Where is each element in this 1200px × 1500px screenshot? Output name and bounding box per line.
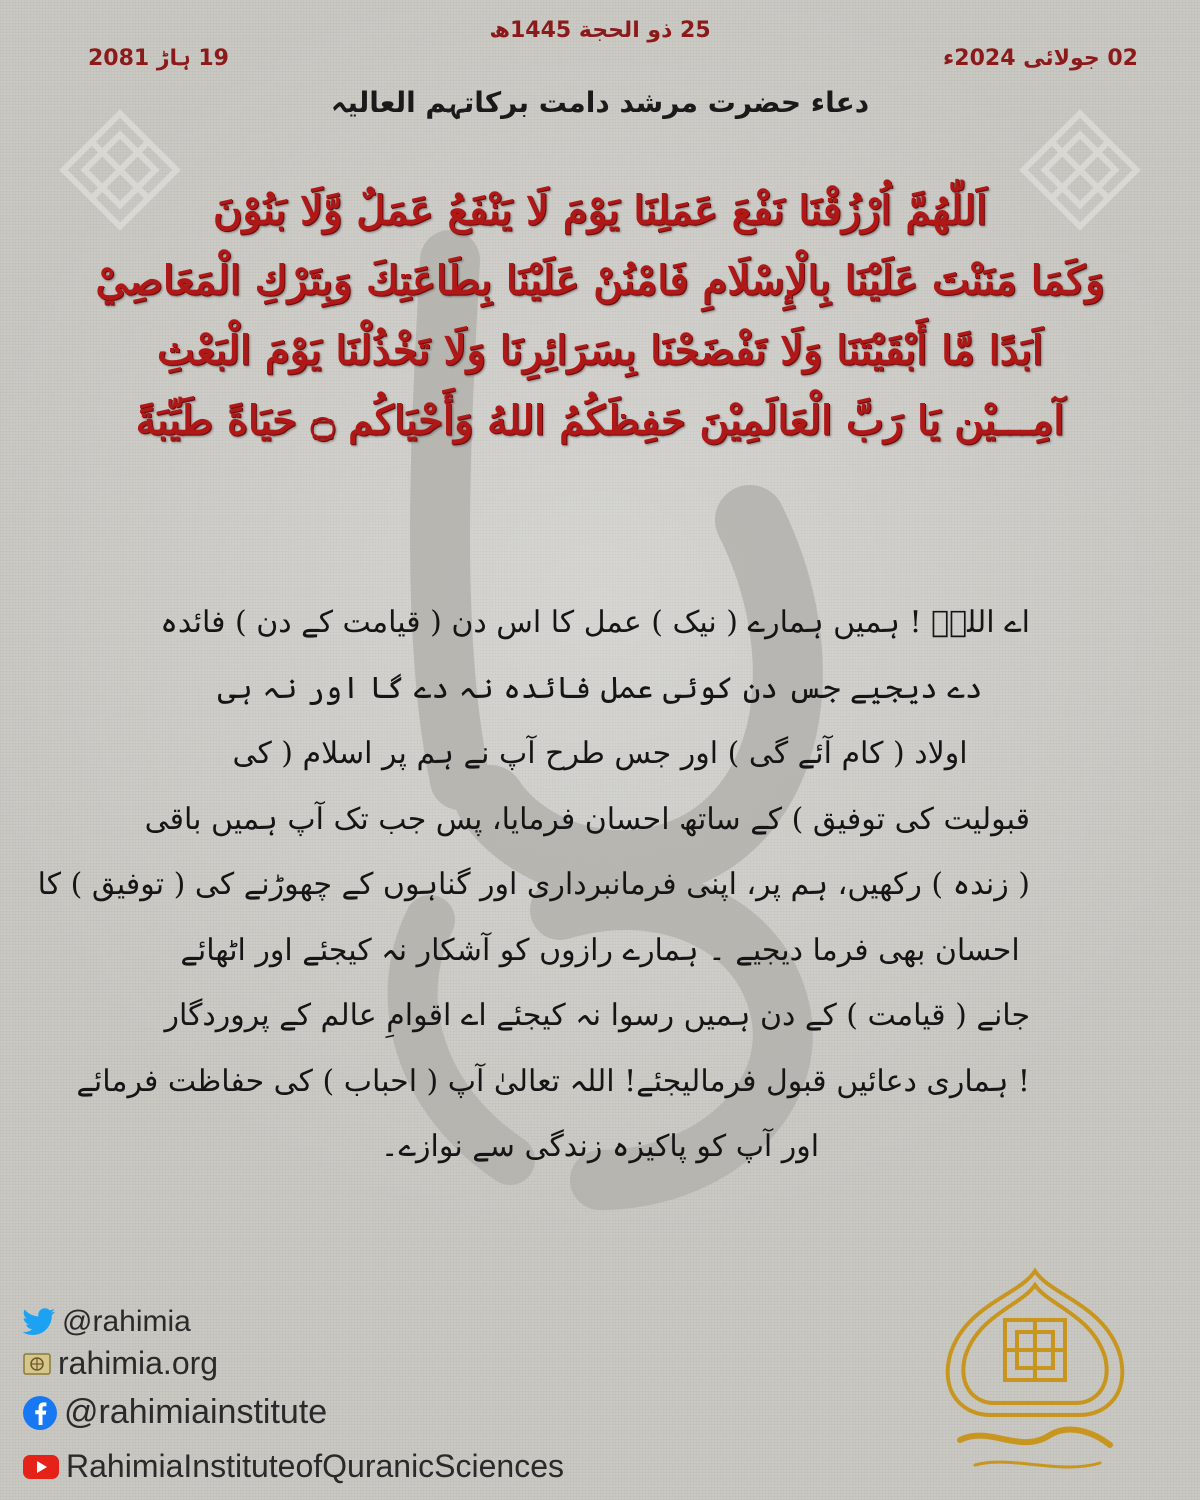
page-title: دعاء حضرت مرشد دامت برکاتہم العالیہ (330, 86, 870, 119)
gregorian-date: 02 جولائی 2024ء (943, 46, 1138, 71)
urdu-translation-line: دے دیجیے جس دن کوئی عمل فائدہ نہ دے گا اور نہ ہی (217, 670, 983, 706)
globe-icon (22, 1349, 52, 1379)
urdu-translation-line: اے اللہؐ ! ہمیں ہمارے ( نیک ) عمل کا اس دن ( قیامت کے دن ) فائدہ (160, 605, 1030, 640)
twitter-link[interactable] (22, 1305, 191, 1339)
rahimia-institute-logo (930, 1265, 1140, 1490)
urdu-translation-line: اولاد ( کام آئے گی ) اور جس طرح آپ نے ہم پر اسلام ( کی (232, 736, 968, 771)
youtube-link[interactable] (22, 1448, 564, 1485)
urdu-translation-line: ( زندہ ) رکھیں، ہم پر، اپنی فرمانبرداری اور گناہوں کے چھوڑنے کی ( توفیق ) کا (37, 867, 1030, 902)
website-link[interactable] (22, 1345, 218, 1382)
facebook-icon (22, 1395, 58, 1431)
urdu-translation-line: احسان بھی فرما دیجیے ۔ ہمارے رازوں کو آشکار نہ کیجئے اور اٹھائے (180, 932, 1020, 968)
facebook-link[interactable] (22, 1393, 327, 1432)
urdu-translation-line: ! ہماری دعائیں قبول فرمالیجئے! اللہ تعالیٰ آپ ( احباب ) کی حفاظت فرمائے (76, 1063, 1030, 1099)
arabic-dua-line: اَبَدًا مَّا أَبْقَيْتَنَا وَلَا تَفْضَحْنَا بِسَرَائِرِنَا وَلَا تَخْذُلْنَا يَوْمَ الْبَعْثِ (157, 327, 1043, 374)
bikrami-date: 19 ہاڑ 2081 (88, 46, 229, 71)
youtube-play-icon (22, 1453, 60, 1481)
arabic-dua-line: وَكَمَا مَنَنْتَ عَلَيْنَا بِالْإِسْلَامِ فَامْنُنْ عَلَيْنَا بِطَاعَتِكَ وَبِتَرْكِ الْمَعَاصِيْ (95, 257, 1105, 304)
urdu-translation (37, 590, 1030, 1180)
youtube-channel: RahimiaInstituteofQuranicSciences (66, 1448, 565, 1484)
urdu-translation-line: جانے ( قیامت ) کے دن ہمیں رسوا نہ کیجئے اے اقوامِ عالم کے پروردگار (164, 998, 1030, 1033)
arabic-dua (60, 176, 1140, 456)
twitter-bird-icon (22, 1308, 56, 1336)
urdu-translation-line: قبولیت کی توفیق ) کے ساتھ احسان فرمایا، پس جب تک آپ ہمیں باقی (144, 801, 1030, 837)
arabic-dua-line: اَللّٰهُمَّ اُرْزُقْنَا نَفْعَ عَمَلِنَا يَوْمَ لَا يَنْفَعُ عَمَلٌ وَّلَا بَنُوْنَ (213, 187, 987, 234)
hijri-date: 25 ذو الحجة 1445ھ (489, 18, 711, 43)
twitter-handle: @rahimia (62, 1305, 191, 1338)
facebook-handle: @rahimiainstitute (64, 1393, 328, 1431)
urdu-translation-line: اور آپ کو پاکیزہ زندگی سے نوازے۔ (380, 1129, 820, 1164)
arabic-dua-line: آمِـــيْن يَا رَبَّ الْعَالَمِيْنَ حَفِظَكُمُ اللهُ وَأَحْيَاكُم ۝ حَيَاةً طَيِّبَةً (135, 397, 1065, 444)
website-url: rahimia.org (58, 1345, 219, 1381)
